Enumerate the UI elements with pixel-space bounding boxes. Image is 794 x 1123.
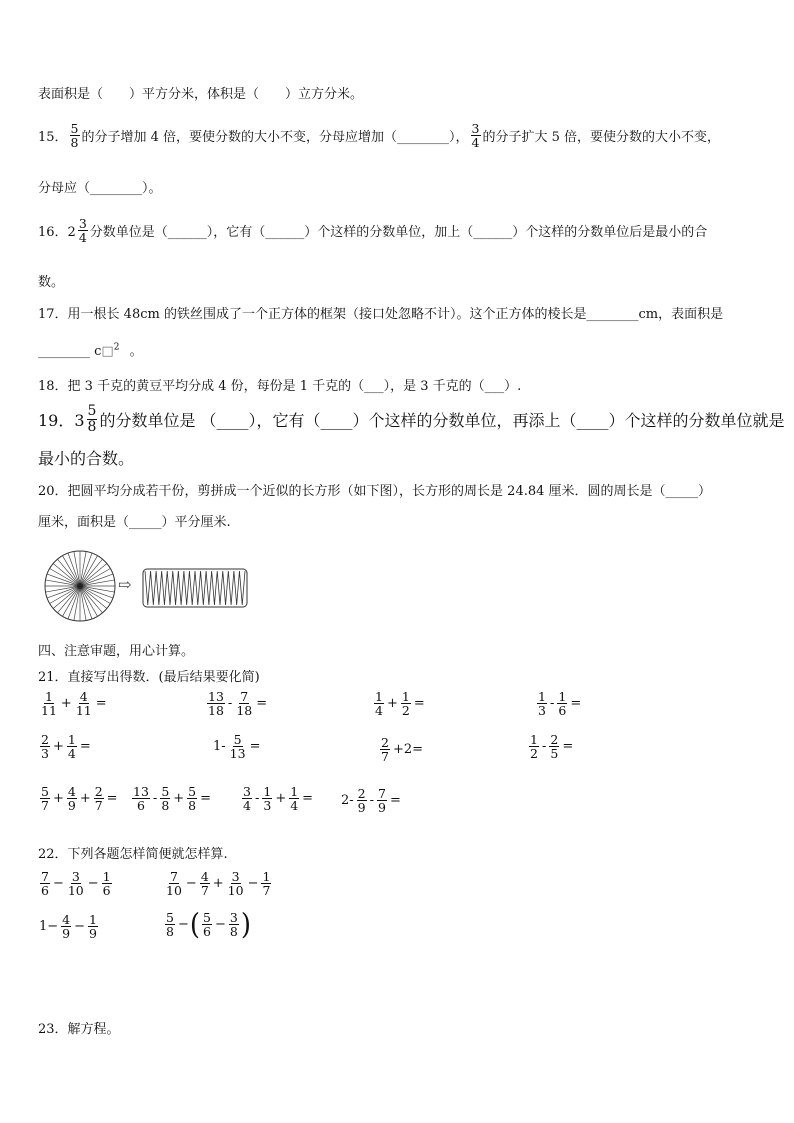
operator: + bbox=[60, 696, 72, 712]
operator: + bbox=[52, 739, 64, 755]
operator: + bbox=[173, 791, 185, 807]
operator: ) bbox=[240, 908, 251, 942]
operator: - bbox=[254, 791, 260, 807]
q21-expr bbox=[205, 690, 268, 717]
fraction: $\frac{1}{3}$ bbox=[538, 689, 546, 719]
operator: − bbox=[52, 876, 64, 892]
fraction: $\frac{1}{2}$ bbox=[401, 689, 410, 719]
q21-expr bbox=[38, 690, 108, 717]
operator: + bbox=[386, 696, 398, 712]
q21-expr bbox=[212, 733, 261, 760]
fraction: $\frac{13}{6}$ bbox=[133, 784, 149, 814]
q20-line: 20．把圆平均分成若干份，剪拼成一个近似的长方形（如下图），长方形的周长是 24.84 厘米．圆的周长是（_____） bbox=[38, 484, 712, 499]
missing-glyph: □ bbox=[101, 344, 114, 359]
fraction: $\frac{1}{11}$ bbox=[41, 689, 57, 719]
q16-line-2: 数。 bbox=[38, 275, 65, 290]
fraction: $\frac{1}{4}$ bbox=[290, 784, 299, 814]
fraction: $\frac{2}{5}$ bbox=[550, 732, 559, 762]
operator: + bbox=[275, 791, 287, 807]
q19-line bbox=[38, 404, 785, 434]
fraction-3-4: $\frac{3}{4}$ bbox=[78, 216, 87, 246]
fraction: $\frac{5}{8}$ bbox=[161, 784, 170, 814]
operator: - bbox=[541, 739, 547, 755]
fraction: $\frac{1}{6}$ bbox=[558, 689, 567, 719]
q22-instruction: 22．下列各题怎样简便就怎样算. bbox=[38, 847, 228, 862]
q21-expr bbox=[38, 733, 92, 760]
fraction: $\frac{1}{2}$ bbox=[530, 732, 538, 762]
operator: = bbox=[389, 793, 401, 809]
fraction-5-8: $\frac{5}{8}$ bbox=[87, 403, 97, 435]
fraction: $\frac{5}{7}$ bbox=[41, 784, 49, 814]
q15-text-b: 的分子扩大 5 倍，要使分数的大小不变， bbox=[482, 130, 721, 146]
q17-line: 17．用一根长 48cm 的铁丝围成了一个正方体的框架（接口处忽略不计）。这个正方体的棱长是________cm，表面积是 bbox=[38, 307, 724, 322]
operator: − bbox=[74, 919, 86, 935]
fraction: $\frac{2}{7}$ bbox=[381, 735, 389, 765]
operator: - bbox=[549, 696, 555, 712]
operator: + bbox=[79, 791, 91, 807]
q21-instruction: 21．直接写出得数．(最后结果要化简) bbox=[38, 670, 260, 685]
fraction: $\frac{4}{9}$ bbox=[67, 784, 76, 814]
q21-expr bbox=[527, 733, 574, 760]
fraction: $\frac{1}{4}$ bbox=[67, 732, 76, 762]
operator: +2= bbox=[392, 742, 424, 758]
fraction: $\frac{5}{8}$ bbox=[188, 784, 197, 814]
q15-text-a: 的分子增加 4 倍，要使分数的大小不变，分母应增加（________）， bbox=[81, 130, 469, 146]
fraction: $\frac{2}{9}$ bbox=[357, 786, 366, 816]
operator: = bbox=[249, 739, 261, 755]
fraction: $\frac{7}{18}$ bbox=[236, 689, 253, 719]
q16-number: 16．2 bbox=[38, 225, 76, 241]
zigzag-sectors bbox=[145, 571, 245, 605]
operator: + bbox=[52, 791, 64, 807]
q18-line: 18．把 3 千克的黄豆平均分成 4 份，每份是 1 千克的（___），是 3 千克的（___）. bbox=[38, 379, 522, 394]
q17-blank: ________ c bbox=[38, 344, 102, 359]
operator: = bbox=[413, 696, 425, 712]
operator: = bbox=[570, 696, 582, 712]
superscript: 2 bbox=[113, 342, 120, 353]
fraction-3-4: $\frac{3}{4}$ bbox=[471, 121, 480, 151]
operator: − bbox=[214, 917, 226, 933]
q19-number: 19．3 bbox=[38, 410, 85, 430]
fraction: $\frac{7}{10}$ bbox=[166, 869, 182, 899]
fraction: $\frac{1}{6}$ bbox=[102, 869, 111, 899]
q15-line-2: 分母应（________）。 bbox=[38, 181, 162, 196]
fraction-5-8: $\frac{5}{8}$ bbox=[70, 121, 79, 151]
q21-expr bbox=[38, 785, 119, 812]
q21-expr bbox=[240, 785, 314, 812]
q20-line-2: 厘米，面积是（_____）平分厘米. bbox=[38, 515, 231, 530]
operator: − bbox=[177, 917, 189, 933]
fraction: $\frac{3}{10}$ bbox=[67, 869, 84, 899]
fraction: $\frac{4}{7}$ bbox=[200, 869, 209, 899]
operator: = bbox=[106, 791, 118, 807]
q15-line bbox=[38, 122, 720, 149]
rearranged-rectangle-figure bbox=[140, 566, 250, 610]
operator: - bbox=[227, 696, 233, 712]
fraction: $\frac{1}{9}$ bbox=[89, 912, 97, 942]
fraction: $\frac{5}{6}$ bbox=[203, 910, 211, 940]
q19-line-2: 最小的合数。 bbox=[38, 449, 135, 468]
q21-expr bbox=[340, 787, 402, 814]
operator: - bbox=[152, 791, 158, 807]
section-4-heading: 四、注意审题，用心计算。 bbox=[38, 644, 195, 659]
operator: ( bbox=[189, 908, 201, 942]
fraction: $\frac{4}{11}$ bbox=[75, 689, 92, 719]
q22-expr bbox=[38, 870, 114, 897]
q22-expr bbox=[163, 908, 251, 942]
q17-end: 。 bbox=[129, 344, 143, 359]
fraction: $\frac{5}{13}$ bbox=[229, 732, 246, 762]
circle-center bbox=[77, 583, 83, 589]
operator: = bbox=[302, 791, 314, 807]
operator: = bbox=[200, 791, 212, 807]
q17-line-2 bbox=[38, 340, 143, 359]
q19-text-a: 的分数单位是 （____），它有（____）个这样的分数单位，再添上（____）个这样的分数单位就是 bbox=[99, 410, 785, 430]
operator: − bbox=[185, 876, 197, 892]
operator: = bbox=[79, 739, 91, 755]
fraction: $\frac{1}{4}$ bbox=[375, 689, 383, 719]
operator: − bbox=[87, 876, 99, 892]
fraction: $\frac{13}{18}$ bbox=[208, 689, 224, 719]
operator: - bbox=[369, 793, 375, 809]
q14-line: 表面积是（ ）平方分米，体积是（ ）立方分米。 bbox=[38, 87, 364, 102]
q21-expr bbox=[372, 690, 426, 717]
q21-expr bbox=[130, 785, 212, 812]
q16-line bbox=[38, 217, 707, 244]
q23-line: 23．解方程。 bbox=[38, 1022, 120, 1037]
fraction: $\frac{4}{9}$ bbox=[62, 912, 71, 942]
fraction: $\frac{3}{10}$ bbox=[227, 869, 244, 899]
fraction: $\frac{5}{8}$ bbox=[166, 910, 174, 940]
fraction: $\frac{2}{7}$ bbox=[94, 784, 103, 814]
q16-text-a: 分数单位是（______），它有（______）个这样的分数单位，加上（______）个这样的分数单位后是最小的合 bbox=[89, 225, 708, 241]
divided-circle-figure bbox=[42, 548, 118, 624]
operator: − bbox=[247, 876, 259, 892]
arrow-icon: ⇨ bbox=[118, 575, 132, 594]
operator: 2- bbox=[341, 793, 354, 809]
q21-expr bbox=[535, 690, 582, 717]
operator: 1- bbox=[213, 739, 226, 755]
fraction: $\frac{3}{8}$ bbox=[229, 910, 238, 940]
fraction: $\frac{3}{4}$ bbox=[243, 784, 251, 814]
fraction: $\frac{1}{3}$ bbox=[263, 784, 272, 814]
fraction: $\frac{2}{3}$ bbox=[41, 732, 49, 762]
fraction: $\frac{1}{7}$ bbox=[262, 869, 271, 899]
operator: 1− bbox=[39, 919, 59, 935]
q15-number: 15． bbox=[38, 130, 68, 146]
q22-expr bbox=[163, 870, 273, 897]
operator: = bbox=[95, 696, 107, 712]
fraction: $\frac{7}{9}$ bbox=[378, 786, 386, 816]
operator: = bbox=[562, 739, 574, 755]
q21-expr bbox=[378, 736, 424, 763]
operator: + bbox=[212, 876, 224, 892]
q22-expr bbox=[38, 913, 100, 940]
fraction: $\frac{7}{6}$ bbox=[41, 869, 49, 899]
operator: = bbox=[256, 696, 268, 712]
